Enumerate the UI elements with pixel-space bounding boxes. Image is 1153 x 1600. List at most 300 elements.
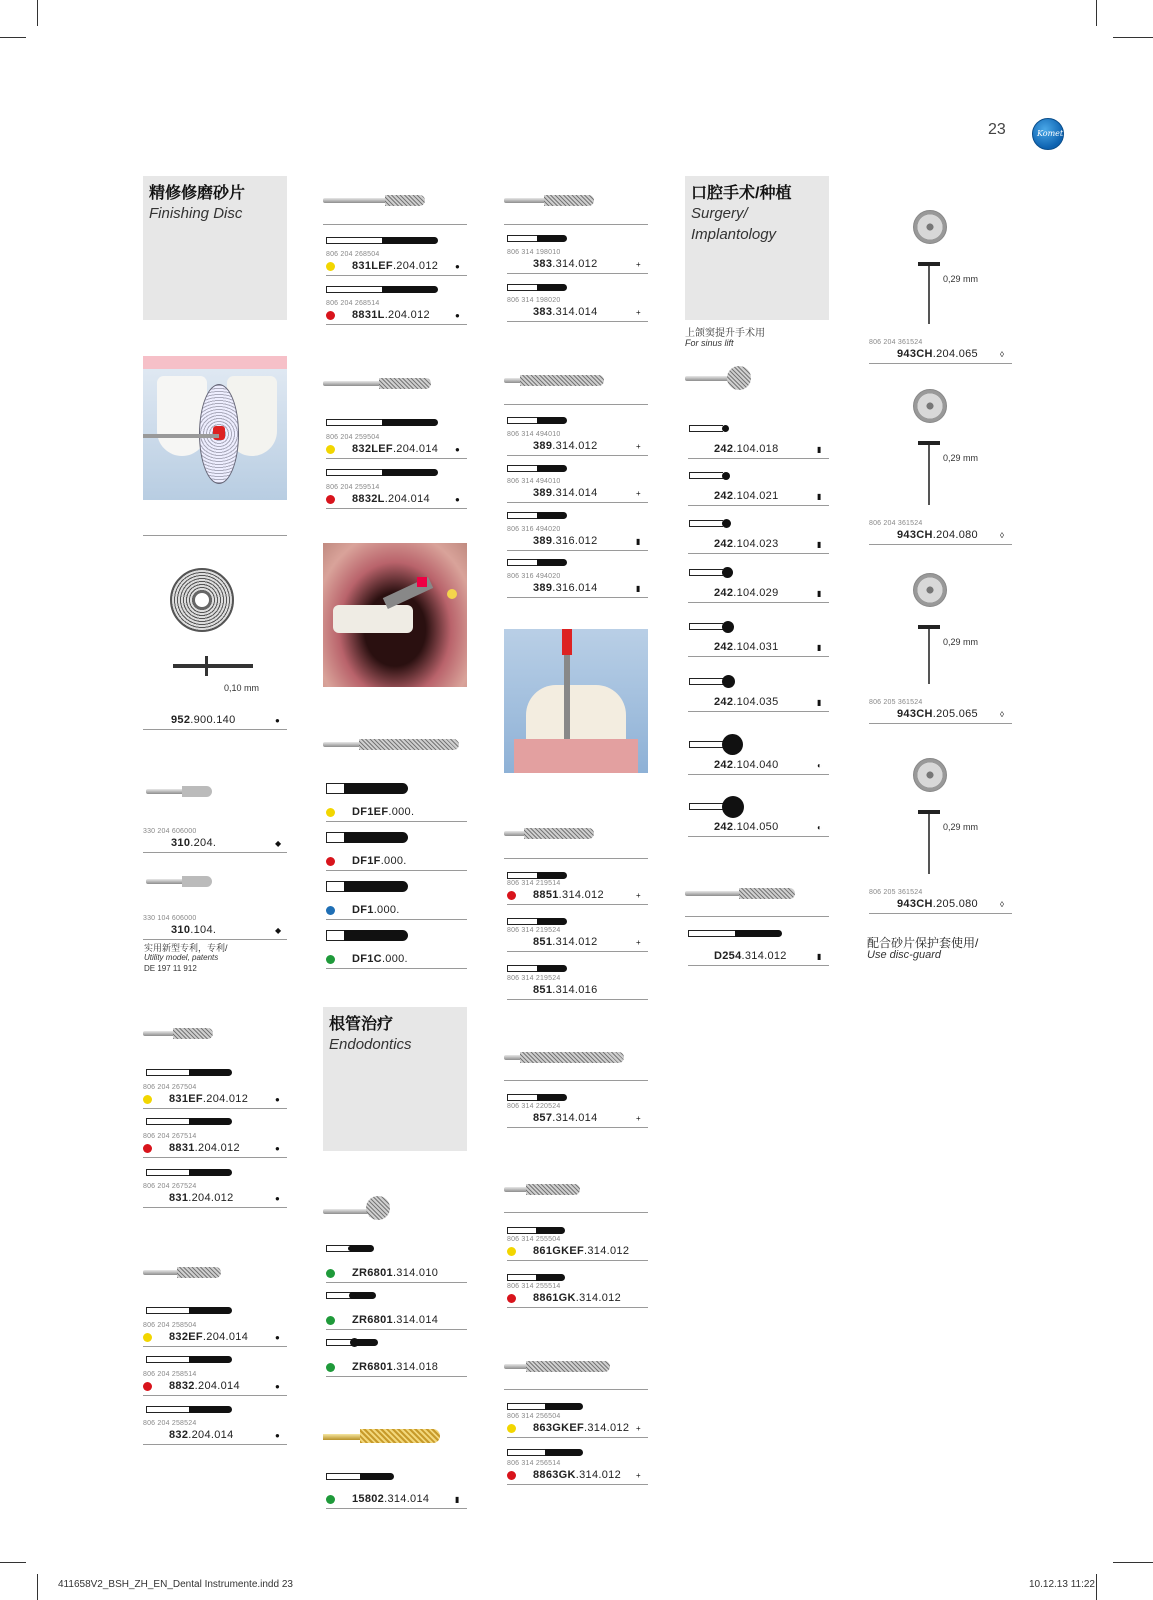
profile-242-2-ball [722, 519, 731, 528]
profile-832-tip [189, 1406, 232, 1413]
product-code[interactable] [352, 1314, 438, 1326]
packaging-symbol: + [636, 308, 641, 317]
ref-number: 806 314 220524 [507, 1103, 561, 1110]
row-divider [685, 916, 829, 917]
bur-383-shank [504, 198, 548, 203]
product-code[interactable] [171, 837, 216, 849]
product-code-bold: 943CH [897, 529, 933, 541]
product-code[interactable] [169, 1093, 248, 1105]
row-divider [688, 505, 829, 506]
komet-logo: Komet [1032, 118, 1064, 150]
row-divider [326, 324, 467, 325]
row-divider [869, 913, 1012, 914]
product-code-suffix: .104.050 [733, 821, 779, 833]
profile-389-014a-outline [507, 417, 537, 424]
product-code[interactable] [714, 696, 778, 708]
row-divider [507, 1127, 648, 1128]
profile-zr6801-018-ball [350, 1338, 359, 1347]
product-code[interactable] [533, 936, 597, 948]
sinus-note-en: For sinus lift [685, 338, 734, 348]
product-code-bold: ZR6801 [352, 1314, 393, 1326]
profile-8831l-outline [326, 286, 382, 293]
row-divider [326, 968, 467, 969]
color-ring-green [326, 1269, 335, 1278]
packaging-symbol: ▮ [636, 584, 641, 593]
bur-861gk-head [526, 1184, 580, 1195]
bur-d254-shank [685, 891, 743, 896]
row-divider [507, 999, 648, 1000]
ref-number: 806 205 361524 [869, 699, 923, 706]
profile-8832-tip [189, 1356, 232, 1363]
product-code[interactable] [897, 708, 978, 720]
row-divider [143, 1108, 287, 1109]
product-code-suffix: .104.018 [733, 443, 779, 455]
product-code[interactable] [352, 1493, 429, 1505]
disc-1-thickness: 0,29 mm [943, 453, 979, 463]
row-divider [326, 508, 467, 509]
row-divider [143, 1395, 287, 1396]
product-code-suffix: .204.014 [194, 1380, 240, 1392]
color-ring-green [326, 1495, 335, 1504]
color-ring-yellow [326, 445, 335, 454]
color-ring-yellow [507, 1424, 516, 1433]
product-code-suffix: .204.014 [202, 1331, 249, 1343]
product-code-suffix: .204.012 [392, 260, 439, 272]
bur-d254-head [739, 888, 795, 899]
row-divider [869, 363, 1012, 364]
product-code-bold: D254 [714, 950, 742, 962]
product-code-bold: 8832L [352, 493, 385, 505]
color-ring-green [326, 955, 335, 964]
profile-831lef-tip [382, 237, 438, 244]
product-code[interactable] [169, 1142, 240, 1154]
disc-1-shaft [918, 441, 940, 445]
profile-389-014b-outline [507, 465, 537, 472]
row-divider [688, 965, 829, 966]
packaging-symbol: ● [455, 495, 460, 504]
packaging-symbol: ◊ [1000, 710, 1004, 719]
disc-3 [913, 758, 947, 792]
color-ring-yellow [326, 262, 335, 271]
profile-832lef-outline [326, 419, 382, 426]
profile-df1-tip [344, 881, 408, 892]
product-code[interactable] [714, 587, 778, 599]
profile-832ef-outline [146, 1307, 189, 1314]
ref-number: 806 204 268504 [326, 251, 380, 258]
product-code-bold: 383 [533, 306, 553, 318]
row-divider [688, 836, 829, 837]
profile-df1f-tip [344, 832, 408, 843]
row-divider [688, 602, 829, 603]
product-code[interactable] [533, 1422, 629, 1434]
product-code-suffix: .204.065 [932, 348, 978, 360]
row-divider [504, 404, 648, 405]
product-code[interactable] [169, 1331, 248, 1343]
profile-242-3-outline [689, 569, 723, 576]
packaging-symbol: ● [455, 445, 460, 454]
bur-851-head [524, 828, 594, 839]
bur-310-104-head [182, 876, 212, 887]
diamond-file-shank [323, 742, 363, 747]
profile-389-316-014-outline [507, 559, 537, 566]
bur-383-head [544, 195, 594, 206]
profile-242-7-outline [689, 803, 723, 810]
product-code-bold: 832LEF [352, 443, 393, 455]
color-ring-blue [326, 906, 335, 915]
product-code[interactable] [533, 1469, 621, 1481]
product-code[interactable] [171, 714, 235, 726]
ref-number: 806 205 361524 [869, 889, 923, 896]
profile-8851-tip [537, 872, 567, 879]
packaging-symbol: ● [275, 1095, 280, 1104]
row-divider [507, 597, 648, 598]
packaging-symbol: + [636, 489, 641, 498]
disc-0 [913, 210, 947, 244]
product-code[interactable] [897, 348, 978, 360]
product-code-bold: 861GKEF [533, 1245, 585, 1257]
profile-242-0-outline [689, 425, 723, 432]
row-divider [326, 1329, 467, 1330]
profile-8831-tip [189, 1118, 232, 1125]
product-code-suffix: .205.065 [932, 708, 978, 720]
product-code-suffix: .314.012 [575, 1469, 621, 1481]
product-code[interactable] [171, 924, 216, 936]
profile-15802-outline [326, 1473, 360, 1480]
product-code[interactable] [533, 535, 597, 547]
gold-bur-head [360, 1429, 440, 1443]
profile-242-5-outline [689, 678, 723, 685]
product-code-suffix: .204.014 [188, 1429, 234, 1441]
product-code-bold: DF1EF [352, 806, 389, 818]
packaging-symbol: ▮ [636, 537, 641, 546]
bur-310-204-shank [146, 789, 186, 794]
profile-242-1-ball [722, 472, 730, 480]
profile-832-outline [146, 1406, 189, 1413]
profile-831ef-outline [146, 1069, 189, 1076]
profile-8861gk-tip [536, 1274, 565, 1281]
row-divider [504, 858, 648, 859]
row-divider [507, 321, 648, 322]
product-code-suffix: .205.080 [932, 898, 978, 910]
product-code-suffix: .314.010 [392, 1267, 439, 1279]
product-code[interactable] [897, 529, 978, 541]
product-code[interactable] [533, 258, 597, 270]
product-code[interactable] [352, 443, 438, 455]
product-code-suffix: .314.014 [552, 306, 598, 318]
ref-number: 806 314 255514 [507, 1283, 561, 1290]
row-divider [507, 502, 648, 503]
row-divider [326, 458, 467, 459]
profile-389-014a-tip [537, 417, 567, 424]
sinus-note-zh: 上颌窦提升手术用 [685, 328, 765, 339]
product-code[interactable] [169, 1429, 233, 1441]
profile-df1ef-tip [344, 783, 408, 794]
disc-3-shaft [918, 810, 940, 814]
product-code[interactable] [169, 1192, 233, 1204]
row-divider [504, 1080, 648, 1081]
row-divider [507, 1260, 648, 1261]
ref-number: 806 314 256504 [507, 1413, 561, 1420]
product-code-bold: 242 [714, 641, 734, 653]
row-divider [326, 821, 467, 822]
packaging-symbol: ◐ [817, 823, 822, 832]
ref-number: 806 314 198020 [507, 297, 561, 304]
profile-242-6-ball [722, 734, 743, 755]
product-code[interactable] [352, 953, 408, 965]
packaging-symbol: + [636, 1114, 641, 1123]
product-code[interactable] [352, 806, 414, 818]
product-code-suffix: .000. [388, 806, 415, 818]
packaging-symbol: + [636, 1424, 641, 1433]
profile-df1f-outline [326, 832, 344, 843]
footer-filename: 411658V2_BSH_ZH_EN_Dental Instrumente.indd 23 [58, 1579, 293, 1590]
product-code-bold: 943CH [897, 708, 933, 720]
product-code-suffix: .204. [190, 837, 217, 849]
profile-389-014b-tip [537, 465, 567, 472]
profile-242-4-ball [722, 621, 734, 633]
patent-number: DE 197 11 912 [144, 964, 197, 973]
ref-number: 806 204 267524 [143, 1183, 197, 1190]
footer-date: 10.12.13 11:22 [1029, 1579, 1095, 1590]
color-ring-red [326, 495, 335, 504]
product-code[interactable] [714, 641, 778, 653]
profile-383-012-outline [507, 235, 537, 242]
product-code-suffix: .000. [381, 953, 408, 965]
row-divider [507, 550, 648, 551]
product-code-bold: 831 [169, 1192, 189, 1204]
product-code-suffix: .204.012 [384, 309, 430, 321]
product-code[interactable] [714, 443, 778, 455]
product-code-suffix: .314.016 [552, 984, 598, 996]
product-code-bold: 15802 [352, 1493, 385, 1505]
bur-310-104-shank [146, 879, 186, 884]
packaging-symbol: ● [275, 1194, 280, 1203]
product-code[interactable] [352, 260, 438, 272]
disc-0-shaft [918, 262, 940, 266]
row-divider [507, 273, 648, 274]
packaging-symbol: ▮ [817, 952, 822, 961]
bur-389-head [520, 375, 604, 386]
ref-number: 806 204 267504 [143, 1084, 197, 1091]
product-code-bold: 8861GK [533, 1292, 576, 1304]
profile-863gkef-tip [545, 1403, 583, 1410]
ref-number: 806 204 258514 [143, 1371, 197, 1378]
profile-df1c-outline [326, 930, 344, 941]
product-code[interactable] [352, 309, 430, 321]
profile-8831-outline [146, 1118, 189, 1125]
disc-2-shaft [918, 625, 940, 629]
product-code[interactable] [714, 950, 787, 962]
bur-857-head [520, 1052, 624, 1063]
product-code-suffix: .316.012 [552, 535, 598, 547]
ref-number: 806 314 219524 [507, 927, 561, 934]
product-code[interactable] [533, 487, 597, 499]
packaging-symbol: ● [275, 1382, 280, 1391]
packaging-symbol: ▮ [455, 1495, 460, 1504]
product-code-bold: 242 [714, 821, 734, 833]
section-title-en-1: Surgery/ [691, 205, 748, 222]
profile-851-012-tip [537, 918, 567, 925]
product-code-bold: 389 [533, 535, 553, 547]
ref-number: 330 204 606000 [143, 828, 197, 835]
gold-bur-shank [323, 1434, 363, 1440]
profile-851-016-tip [537, 965, 567, 972]
product-code-bold: 8832 [169, 1380, 195, 1392]
product-code-suffix: .316.014 [552, 582, 598, 594]
disc-guard-note-zh: 配合砂片保护套使用/ [867, 936, 979, 950]
root-canal-illustration [504, 629, 648, 773]
profile-zr6801-014-ball [349, 1292, 356, 1299]
product-code-bold: 242 [714, 587, 734, 599]
ref-number: 806 204 267514 [143, 1133, 197, 1140]
ref-number: 806 314 219514 [507, 880, 561, 887]
patent-note-en: Utility model, patents [144, 953, 219, 962]
profile-383-014-outline [507, 284, 537, 291]
product-code-bold: 242 [714, 759, 734, 771]
product-code[interactable] [714, 821, 778, 833]
color-ring-red [507, 891, 516, 900]
product-code[interactable] [169, 1380, 240, 1392]
packaging-symbol: + [636, 938, 641, 947]
profile-242-5-ball [722, 675, 735, 688]
ref-number: 806 314 256514 [507, 1460, 561, 1467]
product-code-bold: 943CH [897, 898, 933, 910]
product-code[interactable] [533, 1245, 629, 1257]
product-code-suffix: .204.014 [392, 443, 439, 455]
product-code-suffix: .900.140 [190, 714, 236, 726]
color-ring-red [326, 857, 335, 866]
product-code-bold: 383 [533, 258, 553, 270]
color-ring-yellow [326, 808, 335, 817]
bur-242-ball [727, 366, 751, 390]
product-code-bold: 851 [533, 984, 553, 996]
section-title-en: Endodontics [329, 1036, 412, 1053]
packaging-symbol: + [636, 260, 641, 269]
packaging-symbol: + [636, 1471, 641, 1480]
row-divider [326, 1508, 467, 1509]
ref-number: 806 204 361524 [869, 520, 923, 527]
product-code[interactable] [352, 1267, 438, 1279]
product-code-suffix: .104.031 [733, 641, 779, 653]
product-code-suffix: .314.014 [384, 1493, 430, 1505]
profile-8863gk-tip [545, 1449, 583, 1456]
product-code[interactable] [533, 1112, 597, 1124]
color-ring-red [507, 1471, 516, 1480]
product-code[interactable] [352, 1361, 438, 1373]
profile-857-outline [507, 1094, 537, 1101]
product-code-bold: 831LEF [352, 260, 393, 272]
profile-242-3-ball [722, 567, 733, 578]
product-code[interactable] [714, 538, 778, 550]
product-code-suffix: .104.040 [733, 759, 779, 771]
row-divider [507, 951, 648, 952]
profile-832lef-tip [382, 419, 438, 426]
profile-d254-tip [735, 930, 782, 937]
row-divider [326, 275, 467, 276]
product-code-suffix: .314.012 [552, 936, 598, 948]
packaging-symbol: ◐ [817, 761, 822, 770]
product-code-bold: 952 [171, 714, 191, 726]
product-code[interactable] [533, 306, 597, 318]
row-divider [143, 1157, 287, 1158]
packaging-symbol: ◆ [275, 839, 282, 848]
color-ring-green [326, 1316, 335, 1325]
profile-15802-tip [360, 1473, 394, 1480]
bur-832l-head [379, 378, 431, 389]
product-code-bold: 389 [533, 487, 553, 499]
color-ring-yellow [143, 1095, 152, 1104]
product-code[interactable] [897, 898, 978, 910]
product-code[interactable] [533, 582, 597, 594]
row-divider [143, 729, 287, 730]
packaging-symbol: ▮ [817, 698, 822, 707]
product-code-suffix: .314.014 [392, 1314, 439, 1326]
profile-831ef-tip [189, 1069, 232, 1076]
product-code[interactable] [533, 1292, 621, 1304]
packaging-symbol: ● [275, 1333, 280, 1342]
product-code-suffix: .314.012 [575, 1292, 621, 1304]
bur-zr6801-ball [366, 1196, 390, 1220]
row-divider [869, 544, 1012, 545]
product-code-bold: DF1 [352, 904, 374, 916]
product-code-bold: DF1F [352, 855, 381, 867]
product-code-bold: 8863GK [533, 1469, 576, 1481]
product-code-suffix: .204.014 [384, 493, 430, 505]
ref-number: 806 204 259514 [326, 484, 380, 491]
product-code[interactable] [352, 493, 430, 505]
ref-number: 330 104 606000 [143, 915, 197, 922]
color-ring-red [143, 1144, 152, 1153]
packaging-symbol: ● [275, 716, 280, 725]
product-code-suffix: .000. [380, 855, 407, 867]
profile-zr6801-014-outline [326, 1292, 351, 1299]
row-divider [688, 774, 829, 775]
product-code-bold: 310 [171, 924, 191, 936]
product-code[interactable] [533, 440, 597, 452]
row-divider [504, 1212, 648, 1213]
product-code[interactable] [714, 759, 778, 771]
ref-number: 806 314 494010 [507, 478, 561, 485]
ref-number: 806 204 258504 [143, 1322, 197, 1329]
patent-note-zh: 实用新型专利，专利/ [144, 943, 228, 953]
disc-1-arbor [928, 441, 930, 505]
product-code[interactable] [533, 889, 604, 901]
product-code[interactable] [352, 855, 407, 867]
profile-389-316-012-outline [507, 512, 537, 519]
packaging-symbol: ◊ [1000, 531, 1004, 540]
color-ring-red [507, 1294, 516, 1303]
color-ring-yellow [507, 1247, 516, 1256]
ref-number: 806 314 198010 [507, 249, 561, 256]
profile-242-7-ball [722, 796, 744, 818]
row-divider [143, 1346, 287, 1347]
ref-number: 806 204 258524 [143, 1420, 197, 1427]
product-code-suffix: .314.012 [584, 1422, 630, 1434]
bur-831l-shank [323, 198, 389, 203]
disc-2-arbor [928, 625, 930, 684]
profile-383-014-tip [537, 284, 567, 291]
packaging-symbol: + [636, 891, 641, 900]
product-code[interactable] [533, 984, 597, 996]
disc-guard-note-en: Use disc-guard [867, 949, 941, 961]
product-code[interactable] [352, 904, 400, 916]
row-divider [326, 1376, 467, 1377]
product-code[interactable] [714, 490, 778, 502]
packaging-symbol: ▮ [817, 540, 822, 549]
packaging-symbol: ● [275, 1144, 280, 1153]
disc-2 [913, 573, 947, 607]
packaging-symbol: ◆ [275, 926, 282, 935]
